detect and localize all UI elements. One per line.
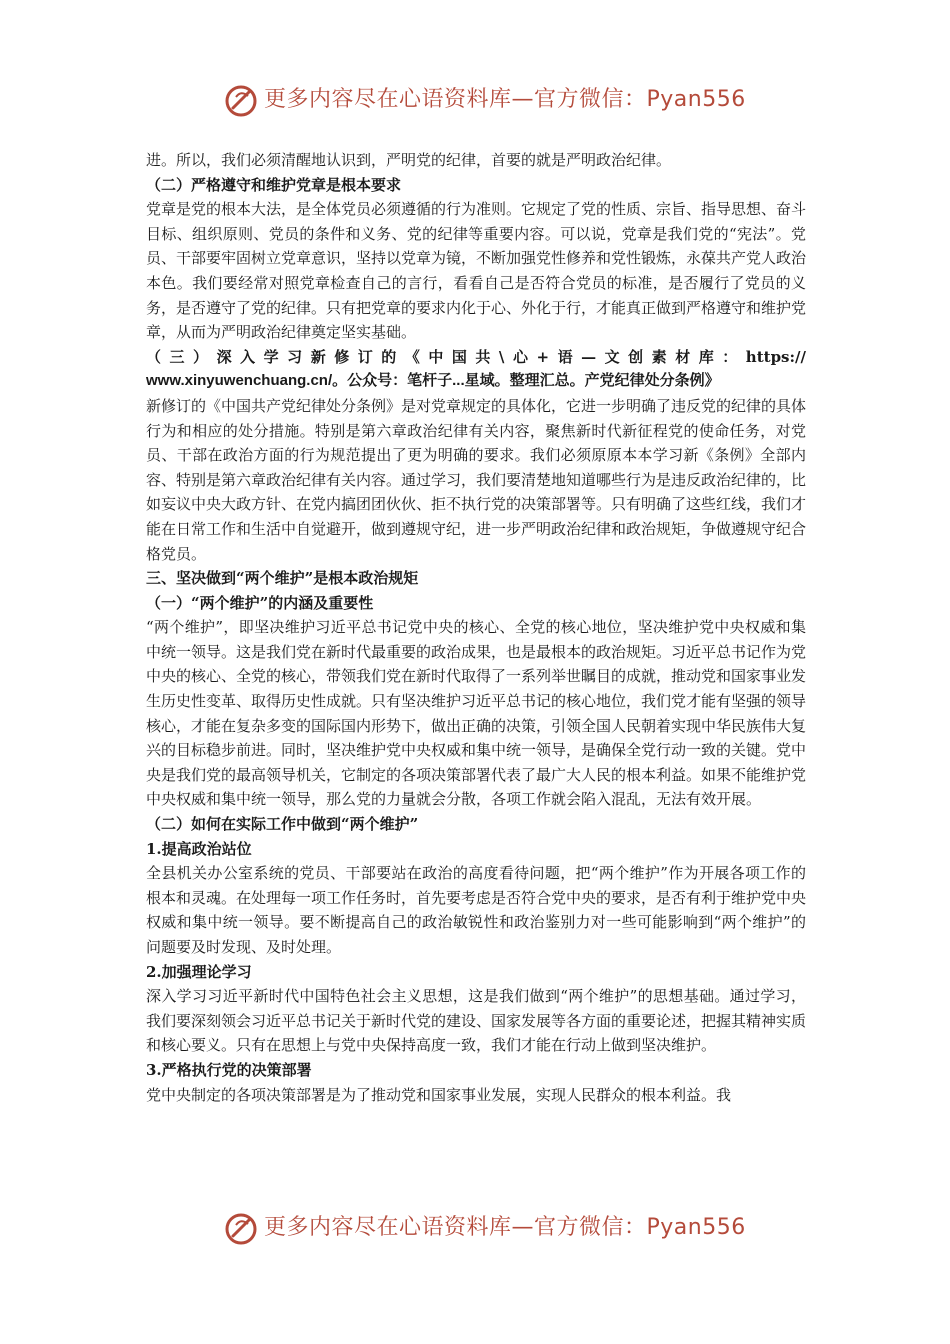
paragraph: 党章是党的根本大法，是全体党员必须遵循的行为准则。它规定了党的性质、宗旨、指导思想、奋斗目标、组织原则、党员的条件和义务、党的纪律等重要内容。可以说，党章是我们党的“宪法”。党员、干部要牢固树立党章意识，坚持以党章为镜，不断加强党性修养和党性锻炼，永葆共产党人政治本色。我们要经常对照党章检查自己的言行，看看自己是否符合党员的标准，是否履行了党员的义务，是否遵守了党的纪律。只有把党章的要求内化于心、外化于行，才能真正做到严格遵守和维护党章，从而为严明政治纪律奠定坚实基础。 (146, 200, 807, 342)
footer-banner (0, 1208, 950, 1248)
header-banner (0, 80, 950, 120)
paragraph: 党中央制定的各项决策部署是为了推动党和国家事业发展，实现人民群众的根本利益。我 (146, 1085, 732, 1104)
section-heading-continued: www.xinyuwenchuang.cn/。公众号：笔杆子...星域。整理汇总。产党纪律处分条例》 (146, 372, 720, 390)
logo-icon (224, 1212, 258, 1246)
logo-icon (224, 84, 258, 118)
section-heading: （一）“两个维护”的内涵及重要性 (146, 593, 374, 612)
paragraph: 全县机关办公室系统的党员、干部要站在政治的高度看待问题，把“两个维护”作为开展各项工作的根本和灵魂。在处理每一项工作任务时，首先要考虑是否符合党中央的要求，是否有利于维护党中央权威和集中统一领导。要不断提高自己的政治敏锐性和政治鉴别力对一些可能影响到“两个维护”的问题要及时发现、及时处理。 (146, 864, 807, 956)
section-heading: （二）严格遵守和维护党章是根本要求 (146, 175, 402, 194)
chapter-heading: 三、坚决做到“两个维护”是根本政治规矩 (146, 569, 419, 588)
section-heading: （三）深入学习新修订的《中国共\心+语—文创素材库：https:// (146, 347, 806, 366)
header-banner-text: 更多内容尽在心语资料库—官方微信：Pyan556 (264, 87, 746, 112)
section-heading: （二）如何在实际工作中做到“两个维护” (146, 815, 419, 834)
paragraph: “两个维护”，即坚决维护习近平总书记党中央的核心、全党的核心地位，坚决维护党中央权威和集中统一领导。这是我们党在新时代最重要的政治成果，也是最根本的政治规矩。习近平总书记作为党中央的核心、全党的核心，带领我们党在新时代取得了一系列举世瞩目的成就，推动党和国家事业发生历史性变革、取得历史性成就。只有坚决维护习近平总书记的核心地位，我们党才能有坚强的领导核心，才能在复杂多变的国际国内形势下，做出正确的决策，引领全国人民朝着实现中华民族伟大复兴的目标稳步前进。同时，坚决维护党中央权威和集中统一领导，是确保全党行动一致的关键。党中央是我们党的最高领导机关，它制定的各项决策部署代表了最广大人民的根本利益。如果不能维护党中央权威和集中统一领导，那么党的力量就会分散，各项工作就会陷入混乱，无法有效开展。 (146, 618, 807, 809)
subsection-heading: 2.加强理论学习 (146, 962, 252, 981)
subsection-heading: 1.提高政治站位 (146, 839, 252, 858)
document-body (146, 148, 806, 1107)
paragraph: 深入学习习近平新时代中国特色社会主义思想，这是我们做到“两个维护”的思想基础。通过学习，我们要深刻领会习近平总书记关于新时代党的建设、国家发展等各方面的重要论述，把握其精神实质和核心要义。只有在思想上与党中央保持高度一致，我们才能在行动上做到坚决维护。 (146, 987, 807, 1055)
footer-banner-text: 更多内容尽在心语资料库—官方微信：Pyan556 (264, 1215, 746, 1240)
paragraph: 进。所以，我们必须清醒地认识到，严明党的纪律，首要的就是严明政治纪律。 (146, 151, 672, 169)
subsection-heading: 3.严格执行党的决策部署 (146, 1060, 312, 1079)
paragraph: 新修订的《中国共产党纪律处分条例》是对党章规定的具体化，它进一步明确了违反党的纪律的具体行为和相应的处分措施。特别是第六章政治纪律有关内容，聚焦新时代新征程党的使命任务，对党员、干部在政治方面的行为规范提出了更为明确的要求。我们必须原原本本学习新《条例》全部内容、特别是第六章政治纪律有关内容。通过学习，我们要清楚地知道哪些行为是违反政治纪律的，比如妄议中央大政方针、在党内搞团团伙伙、拒不执行党的决策部署等。只有明确了这些红线，我们才能在日常工作和生活中自觉避开，做到遵规守纪，进一步严明政治纪律和政治规矩，争做遵规守纪合格党员。 (146, 396, 807, 563)
